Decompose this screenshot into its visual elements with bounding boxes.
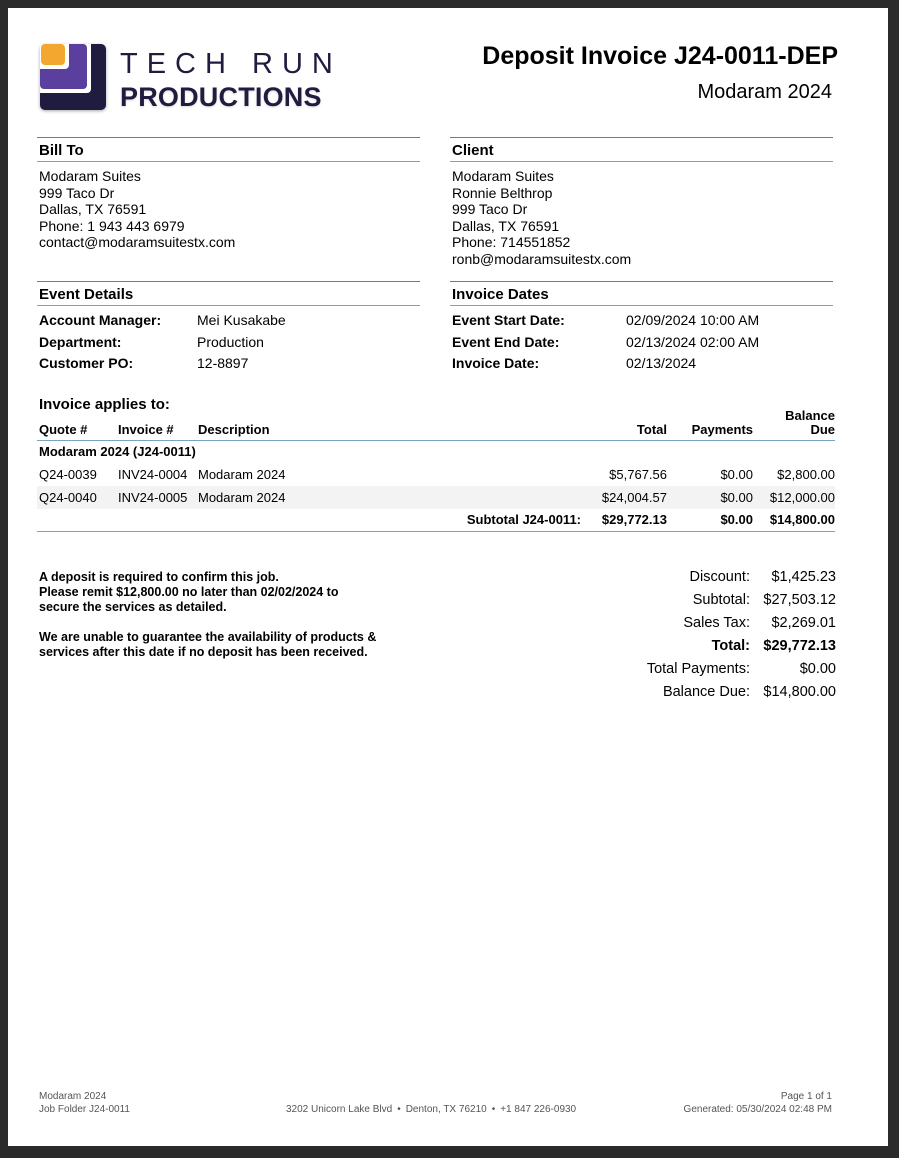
- event-detail-row: [39, 310, 418, 332]
- invoice-date-label: Invoice Date:: [452, 355, 540, 371]
- generated-timestamp: Generated: 05/30/2024 02:48 PM: [683, 1104, 832, 1115]
- sales-tax-label: Sales Tax:: [683, 615, 750, 631]
- grand-total-label: Total:: [711, 638, 750, 654]
- bill-to-name: Modaram Suites: [39, 168, 141, 184]
- table-header: [37, 406, 835, 441]
- sales-tax-value: $2,269.01: [771, 615, 836, 631]
- invoice-dates-heading: Invoice Dates: [450, 281, 833, 306]
- footer-job-name: Modaram 2024: [39, 1091, 107, 1102]
- client-contact: Ronnie Belthrop: [452, 184, 553, 201]
- client-company: Modaram Suites: [452, 168, 554, 184]
- subtotal-summary-label: Subtotal:: [692, 592, 750, 608]
- customer-po-label: Customer PO:: [39, 355, 134, 371]
- client-phone: Phone: 714551852: [452, 234, 571, 250]
- col-total: Total: [636, 422, 667, 437]
- event-start-value: 02/09/2024 10:00 AM: [626, 312, 760, 328]
- balance-due-label: Balance Due:: [662, 684, 750, 700]
- applies-title: Invoice applies to:: [39, 396, 170, 413]
- department-label: Department:: [39, 333, 122, 350]
- cell-balance: $12,000.00: [769, 490, 835, 505]
- deposit-notes: [39, 570, 419, 675]
- department-value: Production: [197, 333, 264, 350]
- col-invoice: Invoice #: [118, 422, 174, 437]
- grand-total-row: [647, 635, 836, 658]
- company-logo: [40, 44, 340, 120]
- cell-invoice: INV24-0004: [118, 467, 188, 482]
- cell-description: Modaram 2024: [198, 467, 286, 482]
- total-payments-value: $0.00: [799, 661, 836, 677]
- balance-due-value: $14,800.00: [763, 684, 836, 700]
- bill-to-section: [37, 137, 420, 251]
- event-detail-row: [39, 353, 418, 375]
- invoice-date-value: 02/13/2024: [626, 355, 697, 371]
- client-email: ronb@modaramsuitestx.com: [452, 250, 632, 267]
- bill-to-city: Dallas, TX 76591: [39, 201, 147, 217]
- event-start-label: Event Start Date:: [452, 312, 565, 328]
- table-row: [37, 463, 835, 486]
- document-title: Deposit Invoice J24-0011-DEP: [482, 42, 838, 70]
- account-manager-label: Account Manager:: [39, 312, 162, 328]
- col-balance-line1: Balance: [785, 408, 835, 423]
- event-end-value: 02/13/2024 02:00 AM: [626, 333, 760, 350]
- footer-company-address: [286, 1103, 576, 1116]
- bill-to-heading: Bill To: [37, 137, 420, 162]
- footer-phone: +1 847 226-0930: [500, 1104, 577, 1115]
- bill-to-email: contact@modaramsuitestx.com: [39, 234, 236, 250]
- applies-table: [37, 406, 835, 532]
- client-section: [450, 137, 833, 267]
- subtotal-summary-row: [647, 589, 836, 612]
- note-line: We are unable to guarantee the availability of products &: [39, 630, 377, 644]
- subtotal-label: Subtotal J24-0011:: [466, 512, 581, 527]
- cell-description: Modaram 2024: [198, 490, 286, 505]
- page-number: Page 1 of 1: [780, 1091, 832, 1102]
- discount-value: $1,425.23: [771, 569, 836, 585]
- invoice-date-row: [452, 353, 831, 375]
- logo-text-line2: PRODUCTIONS: [120, 82, 322, 112]
- logo-mark-icon: [40, 44, 106, 110]
- total-payments-label: Total Payments:: [646, 661, 750, 677]
- client-city: Dallas, TX 76591: [452, 217, 560, 234]
- note-line: secure the services as detailed.: [39, 600, 227, 614]
- footer-street: 3202 Unicorn Lake Blvd: [286, 1104, 393, 1115]
- account-manager-value: Mei Kusakabe: [197, 312, 286, 328]
- invoice-date-row: [452, 332, 831, 354]
- event-detail-row: [39, 332, 418, 354]
- bill-to-street: 999 Taco Dr: [39, 184, 115, 201]
- col-balance-line2: Due: [810, 422, 835, 437]
- sales-tax-row: [647, 612, 836, 635]
- balance-due-row: [647, 681, 836, 704]
- bullet-icon: •: [491, 1104, 496, 1115]
- footer-job-folder: Job Folder J24-0011: [39, 1104, 130, 1115]
- col-balance-due: [785, 409, 835, 437]
- document-subtitle: Modaram 2024: [697, 81, 832, 103]
- note-line: Please remit $12,800.00 no later than 02/02/2024 to: [39, 585, 339, 599]
- col-quote: Quote #: [39, 422, 88, 437]
- invoice-date-row: [452, 310, 831, 332]
- invoice-dates-section: [450, 281, 833, 375]
- client-street: 999 Taco Dr: [452, 201, 528, 217]
- cell-quote: Q24-0040: [39, 490, 97, 505]
- event-end-label: Event End Date:: [452, 333, 560, 350]
- customer-po-value: 12-8897: [197, 355, 249, 371]
- grand-total-value: $29,772.13: [763, 638, 836, 654]
- discount-label: Discount:: [689, 569, 750, 585]
- logo-text-line1: TECH RUN: [120, 48, 342, 80]
- event-details-heading: Event Details: [37, 281, 420, 306]
- discount-row: [647, 566, 836, 589]
- event-details-section: [37, 281, 420, 375]
- cell-balance: $2,800.00: [777, 467, 835, 482]
- invoice-page: [8, 8, 888, 1146]
- note-line: services after this date if no deposit has been received.: [39, 645, 368, 659]
- col-description: Description: [198, 422, 270, 437]
- col-payments: Payments: [691, 422, 753, 437]
- cell-payments: $0.00: [720, 467, 753, 482]
- subtotal-total: $29,772.13: [601, 512, 667, 527]
- total-payments-row: [647, 658, 836, 681]
- cell-invoice: INV24-0005: [118, 490, 188, 505]
- totals-summary: [647, 566, 836, 704]
- bullet-icon: •: [397, 1104, 401, 1115]
- cell-payments: $0.00: [720, 490, 753, 505]
- job-group-row: Modaram 2024 (J24-0011): [39, 444, 196, 459]
- footer-city: Denton, TX 76210: [405, 1104, 487, 1115]
- cell-total: $24,004.57: [601, 490, 667, 505]
- table-row: [37, 486, 835, 509]
- bill-to-phone: Phone: 1 943 443 6979: [39, 217, 185, 234]
- subtotal-row: [37, 509, 835, 532]
- subtotal-summary-value: $27,503.12: [763, 592, 836, 608]
- cell-quote: Q24-0039: [39, 467, 97, 482]
- client-heading: Client: [450, 137, 833, 162]
- note-line: A deposit is required to confirm this job.: [39, 570, 279, 584]
- cell-total: $5,767.56: [609, 467, 667, 482]
- subtotal-balance: $14,800.00: [769, 512, 835, 527]
- subtotal-payments: $0.00: [720, 512, 753, 527]
